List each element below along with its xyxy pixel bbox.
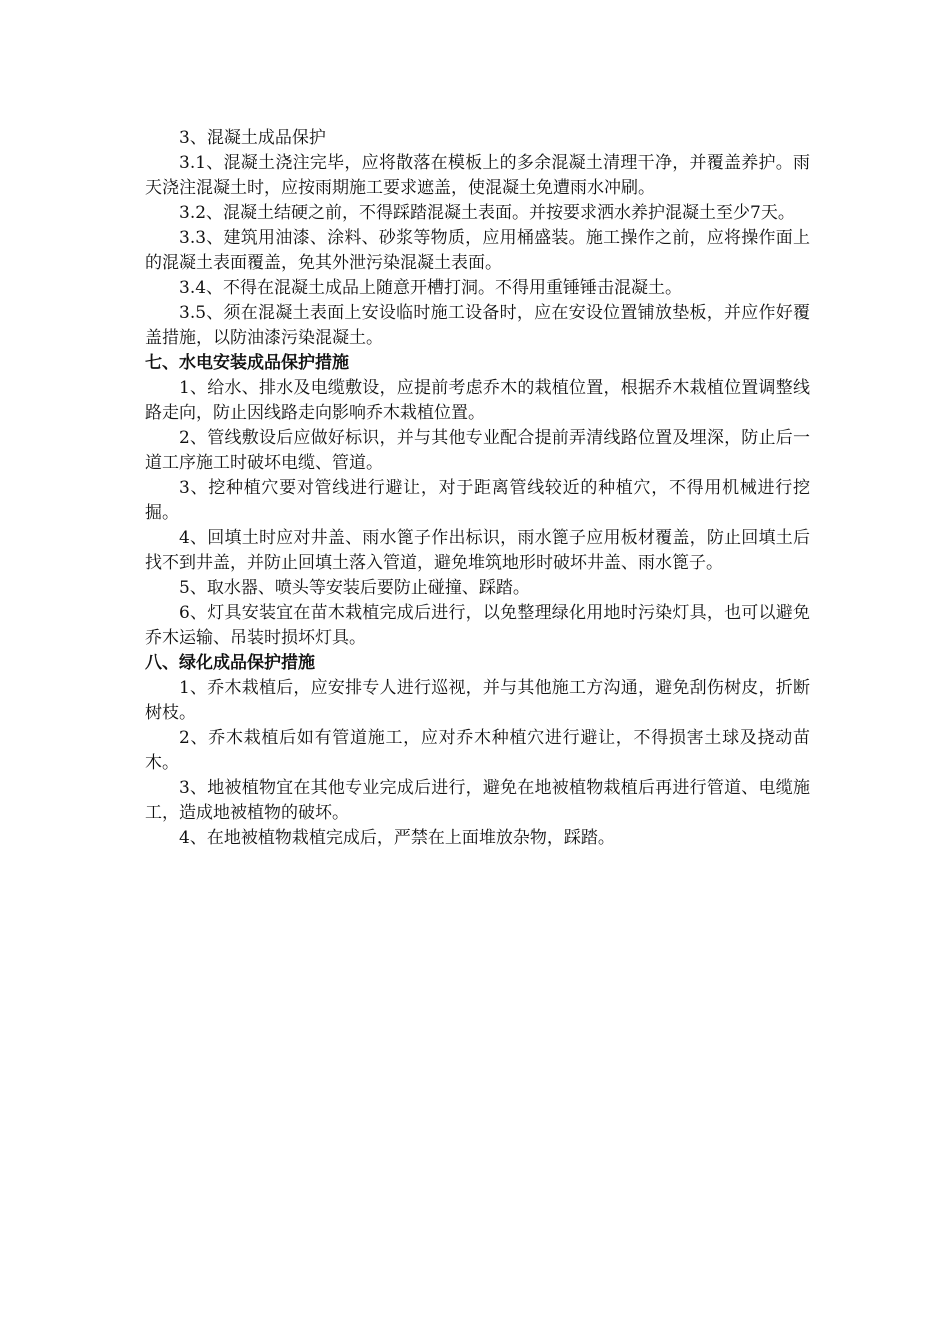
section-heading-greening: 八、绿化成品保护措施 bbox=[145, 653, 315, 673]
paragraph-greening-2: 2、乔木栽植后如有管道施工，应对乔木种植穴进行避让，不得损害土球及挠动苗木。 bbox=[145, 728, 810, 773]
paragraph-concrete-3-4: 3.4、不得在混凝土成品上随意开槽打洞。不得用重锤锤击混凝土。 bbox=[179, 278, 683, 298]
paragraph-greening-3: 3、地被植物宜在其他专业完成后进行，避免在地被植物栽植后再进行管道、电缆施工，造成地被植物的破坏。 bbox=[145, 778, 810, 823]
paragraph-concrete-3-1: 3.1、混凝土浇注完毕，应将散落在模板上的多余混凝土清理干净，并覆盖养护。雨天浇注混凝土时，应按雨期施工要求遮盖，使混凝土免遭雨水冲刷。 bbox=[145, 153, 810, 198]
document-page bbox=[145, 126, 810, 851]
paragraph-concrete-3-2: 3.2、混凝土结硬之前，不得踩踏混凝土表面。并按要求洒水养护混凝土至少7天。 bbox=[179, 203, 795, 223]
paragraph-concrete-title: 3、混凝土成品保护 bbox=[179, 128, 326, 148]
paragraph-plumbing-2: 2、管线敷设后应做好标识，并与其他专业配合提前弄清线路位置及埋深，防止后一道工序施工时破坏电缆、管道。 bbox=[145, 428, 810, 473]
paragraph-concrete-3-5: 3.5、须在混凝土表面上安设临时施工设备时，应在安设位置铺放垫板，并应作好覆盖措施，以防油漆污染混凝土。 bbox=[145, 303, 810, 348]
paragraph-plumbing-1: 1、给水、排水及电缆敷设，应提前考虑乔木的栽植位置，根据乔木栽植位置调整线路走向，防止因线路走向影响乔木栽植位置。 bbox=[145, 378, 810, 423]
section-heading-plumbing-electrical: 七、水电安装成品保护措施 bbox=[145, 353, 349, 373]
paragraph-greening-4: 4、在地被植物栽植完成后，严禁在上面堆放杂物，踩踏。 bbox=[179, 828, 615, 848]
paragraph-plumbing-3: 3、挖种植穴要对管线进行避让，对于距离管线较近的种植穴，不得用机械进行挖掘。 bbox=[145, 478, 810, 523]
paragraph-plumbing-5: 5、取水器、喷头等安装后要防止碰撞、踩踏。 bbox=[179, 578, 530, 598]
paragraph-plumbing-4: 4、回填土时应对井盖、雨水篦子作出标识，雨水篦子应用板材覆盖，防止回填土后找不到井盖，并防止回填土落入管道，避免堆筑地形时破坏井盖、雨水篦子。 bbox=[145, 528, 810, 573]
paragraph-greening-1: 1、乔木栽植后，应安排专人进行巡视，并与其他施工方沟通，避免刮伤树皮，折断树枝。 bbox=[145, 678, 810, 723]
paragraph-plumbing-6: 6、灯具安装宜在苗木栽植完成后进行，以免整理绿化用地时污染灯具，也可以避免乔木运输、吊装时损坏灯具。 bbox=[145, 603, 810, 648]
paragraph-concrete-3-3: 3.3、建筑用油漆、涂料、砂浆等物质，应用桶盛装。施工操作之前，应将操作面上的混凝土表面覆盖，免其外泄污染混凝土表面。 bbox=[145, 228, 810, 273]
